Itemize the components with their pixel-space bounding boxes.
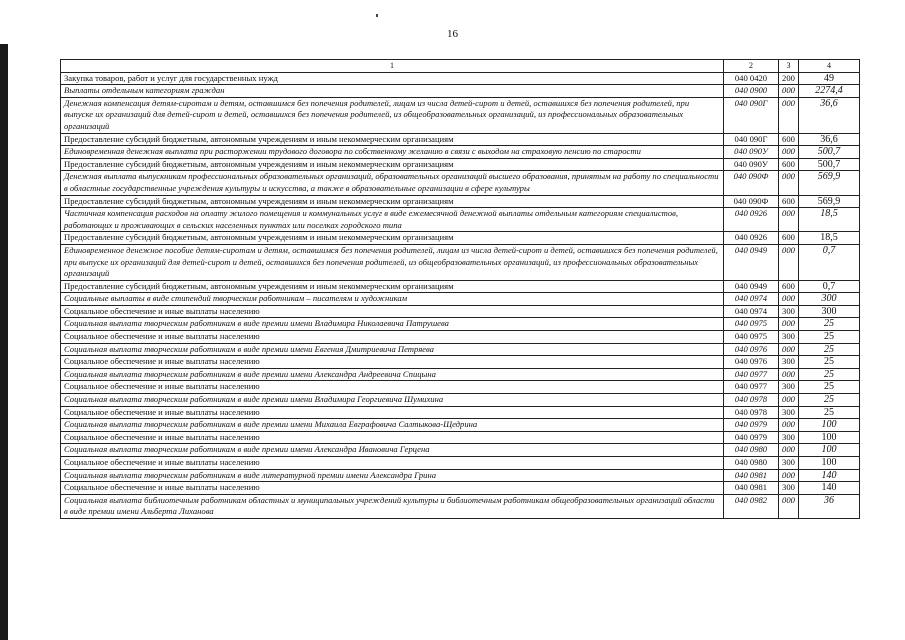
table-row [61,208,860,232]
table-row [61,318,860,331]
header-cell-name: 1 [61,60,724,73]
row-type-cell: 000 [779,343,799,356]
table-row [61,356,860,369]
header-cell-type: 3 [779,60,799,73]
row-code-cell: 040 0977 [724,381,779,394]
row-sum-cell: 25 [799,394,860,407]
row-code-cell: 040 090Г [724,133,779,146]
row-type-cell: 000 [779,97,799,133]
row-sum-cell: 2274,4 [799,85,860,98]
row-type-cell: 000 [779,208,799,232]
header-cell-sum: 4 [799,60,860,73]
row-type-cell: 300 [779,356,799,369]
scan-edge-shadow [0,44,8,640]
row-code-cell: 040 0974 [724,305,779,318]
table-row [61,406,860,419]
row-type-cell: 600 [779,280,799,293]
row-name-cell: Предоставление субсидий бюджетным, автономным учреждениям и иным некоммерческим организациям [61,280,724,293]
row-name-cell: Единовременное денежное пособие детям-сиротам и детям, оставшимся без попечения родителей, лицам из числа детей-сирот и детей, оставшихся без попечения родителей, при выпуске их организаций для детей-сирот и детей, оставшихся без попечения родителей, из общеобразовательных организаций, из профессиональных образовательных организаций [61,244,724,280]
row-name-cell: Социальная выплата творческим работникам в виде премии имени Михаила Евграфовича Салтыкова-Щедрина [61,419,724,432]
row-name-cell: Социальное обеспечение и иные выплаты населению [61,406,724,419]
table-row [61,171,860,195]
row-code-cell: 040 0981 [724,469,779,482]
row-type-cell: 000 [779,494,799,518]
table-row [61,394,860,407]
row-code-cell: 040 090Ф [724,171,779,195]
row-sum-cell: 25 [799,331,860,344]
row-code-cell: 040 0900 [724,85,779,98]
row-type-cell: 600 [779,232,799,245]
table-row [61,146,860,159]
row-name-cell: Единовременная денежная выплата при расторжении трудового договора по собственному желанию в связи с выходом на страховую пенсию по старости [61,146,724,159]
row-name-cell: Предоставление субсидий бюджетным, автономным учреждениям и иным некоммерческим организациям [61,232,724,245]
row-name-cell: Социальная выплата творческим работникам в виде премии имени Александра Ивановича Герцена [61,444,724,457]
row-sum-cell: 36,6 [799,133,860,146]
row-name-cell: Социальная выплата творческим работникам в виде премии имени Владимира Николаевича Патрушева [61,318,724,331]
row-code-cell: 040 0949 [724,244,779,280]
row-code-cell: 040 0926 [724,208,779,232]
row-code-cell: 040 0976 [724,356,779,369]
row-sum-cell: 49 [799,72,860,85]
budget-table [60,59,860,519]
row-code-cell: 040 0978 [724,394,779,407]
row-type-cell: 000 [779,469,799,482]
row-sum-cell: 300 [799,293,860,306]
row-code-cell: 040 0979 [724,431,779,444]
row-name-cell: Социальное обеспечение и иные выплаты населению [61,305,724,318]
row-sum-cell: 100 [799,419,860,432]
row-sum-cell: 0,7 [799,244,860,280]
row-sum-cell: 140 [799,469,860,482]
row-sum-cell: 18,5 [799,208,860,232]
row-name-cell: Социальное обеспечение и иные выплаты населению [61,356,724,369]
table-row [61,419,860,432]
row-type-cell: 300 [779,431,799,444]
row-sum-cell: 25 [799,343,860,356]
row-name-cell: Социальное обеспечение и иные выплаты населению [61,457,724,470]
table-row [61,444,860,457]
row-name-cell: Социальное обеспечение и иные выплаты населению [61,482,724,495]
row-name-cell: Закупка товаров, работ и услуг для государственных нужд [61,72,724,85]
row-sum-cell: 0,7 [799,280,860,293]
row-code-cell: 040 0949 [724,280,779,293]
row-type-cell: 600 [779,133,799,146]
table-row [61,343,860,356]
row-name-cell: Социальная выплата библиотечным работникам областных и муниципальных учреждений культуры и библиотечным работникам общеобразовательных организаций области в виде премии имени Альберта Лиханова [61,494,724,518]
table-row [61,457,860,470]
row-code-cell: 040 090Ф [724,195,779,208]
row-code-cell: 040 090У [724,146,779,159]
scan-speck [376,14,378,17]
row-type-cell: 200 [779,72,799,85]
row-name-cell: Предоставление субсидий бюджетным, автономным учреждениям и иным некоммерческим организациям [61,195,724,208]
row-type-cell: 300 [779,406,799,419]
row-code-cell: 040 0980 [724,457,779,470]
table-row [61,97,860,133]
row-name-cell: Выплаты отдельным категориям граждан [61,85,724,98]
row-name-cell: Денежная компенсация детям-сиротам и детям, оставшимся без попечения родителей, лицам из числа детей-сирот и детей, оставшихся без попечения родителей, при выпуске их организаций для детей-сирот и детей, оставшихся без попечения родителей, из общеобразовательных организаций, из профессиональных образовательных организаций [61,97,724,133]
row-type-cell: 000 [779,171,799,195]
table-row [61,368,860,381]
row-type-cell: 000 [779,368,799,381]
page-number: 16 [447,28,458,40]
row-name-cell: Социальная выплата творческим работникам в виде премии имени Владимира Георгиевича Шумихина [61,394,724,407]
table-row [61,431,860,444]
row-sum-cell: 569,9 [799,171,860,195]
table-row [61,195,860,208]
table-row [61,72,860,85]
row-code-cell: 040 0982 [724,494,779,518]
row-code-cell: 040 0977 [724,368,779,381]
row-sum-cell: 18,5 [799,232,860,245]
row-sum-cell: 25 [799,318,860,331]
row-sum-cell: 100 [799,431,860,444]
row-type-cell: 300 [779,331,799,344]
row-type-cell: 000 [779,318,799,331]
row-sum-cell: 36 [799,494,860,518]
table-row [61,158,860,171]
row-sum-cell: 140 [799,482,860,495]
row-code-cell: 040 090У [724,158,779,171]
row-type-cell: 000 [779,419,799,432]
row-code-cell: 040 0976 [724,343,779,356]
row-sum-cell: 25 [799,406,860,419]
row-type-cell: 300 [779,482,799,495]
row-sum-cell: 100 [799,457,860,470]
table-row [61,85,860,98]
row-type-cell: 300 [779,457,799,470]
table-row [61,494,860,518]
row-type-cell: 300 [779,305,799,318]
table-row [61,244,860,280]
table-row [61,381,860,394]
row-code-cell: 040 0926 [724,232,779,245]
row-sum-cell: 36,6 [799,97,860,133]
row-name-cell: Социальная выплата творческим работникам в виде премии имени Евгения Дмитриевича Петряева [61,343,724,356]
row-type-cell: 000 [779,85,799,98]
table-row [61,305,860,318]
table-row [61,482,860,495]
row-code-cell: 040 090Г [724,97,779,133]
row-code-cell: 040 0978 [724,406,779,419]
row-code-cell: 040 0420 [724,72,779,85]
row-sum-cell: 25 [799,381,860,394]
row-name-cell: Частичная компенсация расходов на оплату жилого помещения и коммунальных услуг в виде ежемесячной денежной выплаты отдельным категориям специалистов, работающих и проживающих в сельских населенных пунктах или поселках городского типа [61,208,724,232]
row-code-cell: 040 0974 [724,293,779,306]
row-sum-cell: 25 [799,356,860,369]
row-name-cell: Денежная выплата выпускникам профессиональных образовательных организаций, образовательных организаций высшего образования, принятым на работу по специальности в областные государственные учреждения культуры и искусства, а также в образовательные организации в сфере культуры [61,171,724,195]
row-code-cell: 040 0980 [724,444,779,457]
table-row [61,133,860,146]
row-type-cell: 000 [779,146,799,159]
row-type-cell: 000 [779,394,799,407]
row-type-cell: 600 [779,158,799,171]
table-row [61,280,860,293]
row-type-cell: 000 [779,244,799,280]
row-name-cell: Социальное обеспечение и иные выплаты населению [61,431,724,444]
table-row [61,331,860,344]
row-name-cell: Социальное обеспечение и иные выплаты населению [61,331,724,344]
row-type-cell: 600 [779,195,799,208]
header-cell-code: 2 [724,60,779,73]
row-name-cell: Социальная выплата творческим работникам в виде литературной премии имени Александра Грина [61,469,724,482]
row-type-cell: 000 [779,444,799,457]
row-name-cell: Предоставление субсидий бюджетным, автономным учреждениям и иным некоммерческим организациям [61,158,724,171]
row-sum-cell: 500,7 [799,146,860,159]
row-sum-cell: 300 [799,305,860,318]
row-name-cell: Социальная выплата творческим работникам в виде премии имени Александра Андреевича Спицына [61,368,724,381]
table-row [61,469,860,482]
row-name-cell: Предоставление субсидий бюджетным, автономным учреждениям и иным некоммерческим организациям [61,133,724,146]
row-name-cell: Социальное обеспечение и иные выплаты населению [61,381,724,394]
row-sum-cell: 100 [799,444,860,457]
row-code-cell: 040 0975 [724,318,779,331]
table-row [61,232,860,245]
header-row [61,60,860,73]
table-row [61,293,860,306]
row-code-cell: 040 0979 [724,419,779,432]
row-name-cell: Социальные выплаты в виде стипендий творческим работникам – писателям и художникам [61,293,724,306]
row-sum-cell: 569,9 [799,195,860,208]
row-sum-cell: 25 [799,368,860,381]
row-type-cell: 300 [779,381,799,394]
row-type-cell: 000 [779,293,799,306]
row-sum-cell: 500,7 [799,158,860,171]
row-code-cell: 040 0975 [724,331,779,344]
row-code-cell: 040 0981 [724,482,779,495]
